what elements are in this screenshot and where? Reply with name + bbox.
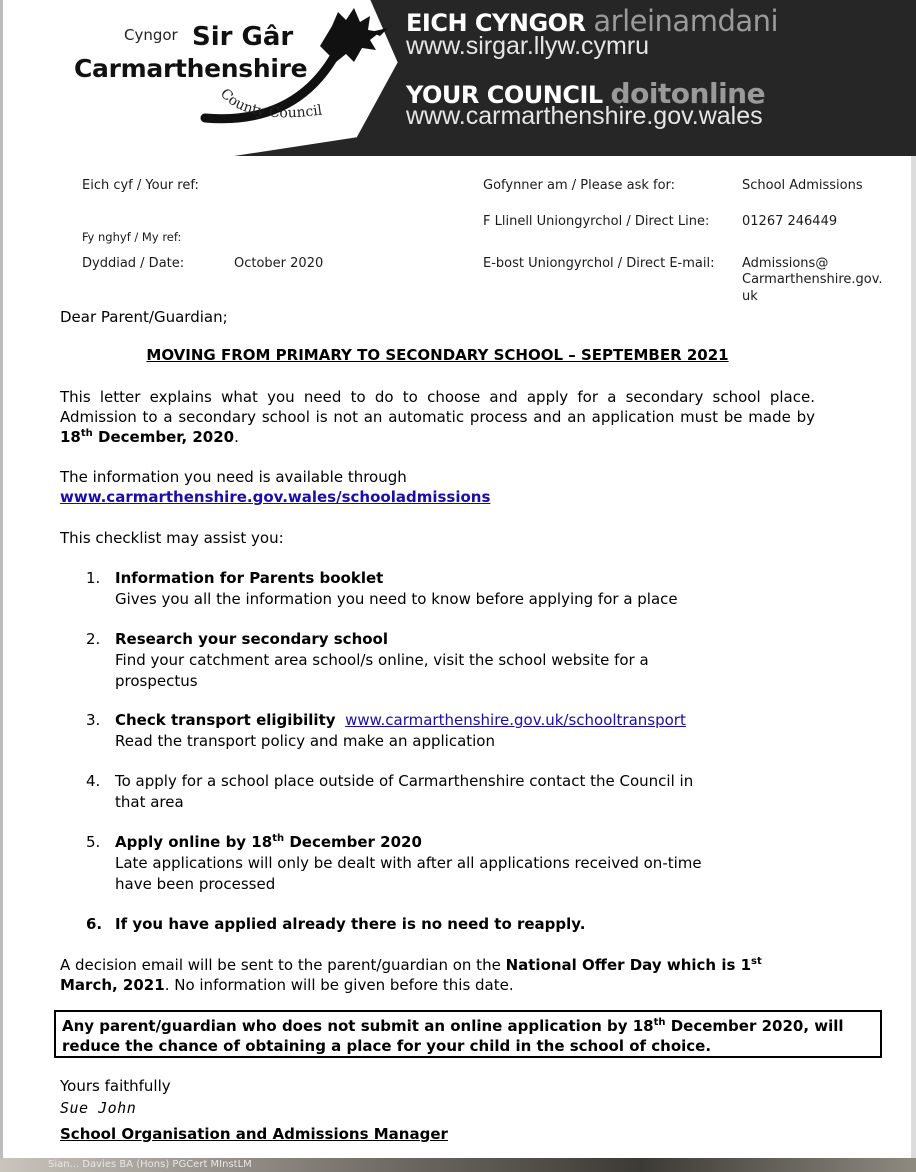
banner-welsh-heading: EICH CYNGOR arleinamdani bbox=[406, 4, 779, 38]
item-title: Research your secondary school bbox=[115, 630, 389, 648]
logo-cyngor-text: Cyngor bbox=[124, 26, 178, 44]
my-ref-label: Fy nghyf / My ref: bbox=[82, 230, 182, 244]
signoff-title: School Organisation and Admissions Manager bbox=[60, 1125, 448, 1143]
your-ref-label: Eich cyf / Your ref: bbox=[82, 178, 199, 193]
banner-welsh-url[interactable]: www.sirgar.llyw.cymru bbox=[406, 32, 650, 60]
banner-english-url[interactable]: www.carmarthenshire.gov.wales bbox=[406, 102, 763, 130]
ask-for-value: School Admissions bbox=[742, 178, 863, 193]
cut-off-footer bbox=[0, 1158, 916, 1172]
list-item: 1. Information for Parents booklet Gives you all the information you need to know before applying for a place bbox=[86, 568, 726, 610]
svg-text:County Council bbox=[217, 86, 324, 122]
item-description: To apply for a school place outside of Carmarthenshire contact the Council in that area bbox=[115, 772, 694, 811]
letterhead bbox=[0, 0, 916, 156]
decision-paragraph: A decision email will be sent to the parent/guardian on the National Offer Day which is 1st March, 2021. No information will be given before this date. bbox=[60, 956, 762, 994]
logo-county-council-text: County Council bbox=[216, 85, 324, 122]
list-item: 3. Check transport eligibility www.carmarthenshire.gov.uk/schooltransport Read the transport policy and make an application bbox=[86, 710, 766, 752]
list-item: 6. If you have applied already there is no need to reapply. bbox=[86, 914, 766, 935]
council-logo bbox=[70, 6, 400, 156]
item-title: Check transport eligibility bbox=[115, 711, 336, 729]
item-description: Gives you all the information you need to know before applying for a place bbox=[115, 590, 678, 608]
info-text: The information you need is available through bbox=[60, 468, 407, 486]
email-value-line2: Carmarthenshire.gov. bbox=[742, 272, 883, 287]
list-item: 2. Research your secondary school Find your catchment area school/s online, visit the school website for a prospectus bbox=[86, 629, 726, 692]
item-title: If you have applied already there is no need to reapply. bbox=[115, 915, 586, 933]
signature: Sue John bbox=[60, 1099, 137, 1117]
item-description: Read the transport policy and make an application bbox=[115, 732, 495, 750]
cut-off-footer-text: Sian... Davies BA (Hons) PGCert MInstLM bbox=[48, 1159, 252, 1170]
logo-county-council-arc bbox=[70, 6, 400, 156]
item-title: Information for Parents booklet bbox=[115, 569, 384, 587]
deadline-notice-box: Any parent/guardian who does not submit an online application by 18th December 2020, will reduce the chance of obtaining a place for your child in the school of choice. bbox=[54, 1010, 882, 1058]
item-description: Late applications will only be dealt with after all applications received on-time have been processed bbox=[115, 854, 702, 893]
salutation: Dear Parent/Guardian; bbox=[60, 308, 228, 326]
email-label: E-bost Uniongyrchol / Direct E-mail: bbox=[483, 256, 715, 271]
school-admissions-link[interactable]: www.carmarthenshire.gov.wales/schooladmissions bbox=[60, 488, 491, 506]
info-paragraph bbox=[60, 467, 815, 507]
school-transport-link[interactable]: www.carmarthenshire.gov.uk/schooltransport bbox=[345, 711, 686, 729]
closing: Yours faithfully bbox=[60, 1077, 171, 1095]
banner-english-heading: YOUR COUNCIL doitonline bbox=[406, 77, 766, 110]
logo-carmarthenshire-text: Carmarthenshire bbox=[74, 54, 308, 83]
letter-title: MOVING FROM PRIMARY TO SECONDARY SCHOOL – SEPTEMBER 2021 bbox=[146, 346, 729, 364]
list-item: 4. To apply for a school place outside of Carmarthenshire contact the Council in that area bbox=[86, 771, 696, 813]
checklist-intro: This checklist may assist you: bbox=[60, 529, 284, 547]
date-label: Dyddiad / Date: bbox=[82, 256, 185, 271]
email-value-line1: Admissions@ bbox=[742, 256, 829, 271]
direct-line-value: 01267 246449 bbox=[742, 214, 838, 229]
logo-sir-gar-text: Sir Gâr bbox=[192, 22, 294, 52]
intro-paragraph: This letter explains what you need to do to choose and apply for a secondary school place. Admission to a secondary school is not an automatic process and an application must be made by 18th December, 2020. bbox=[60, 388, 815, 446]
ask-for-label: Gofynner am / Please ask for: bbox=[483, 178, 676, 193]
direct-line-label: F Llinell Uniongyrchol / Direct Line: bbox=[483, 214, 710, 229]
item-title: Apply online by 18th December 2020 bbox=[115, 833, 422, 851]
item-description: Find your catchment area school/s online, visit the school website for a prospectus bbox=[115, 651, 649, 690]
date-value: October 2020 bbox=[234, 256, 324, 271]
list-item: 5. Apply online by 18th December 2020 Late applications will only be dealt with after all applications received on-time have been processed bbox=[86, 832, 706, 895]
page-left-border bbox=[0, 0, 3, 1172]
email-value-line3: uk bbox=[742, 289, 758, 304]
page-right-border bbox=[911, 0, 916, 1172]
